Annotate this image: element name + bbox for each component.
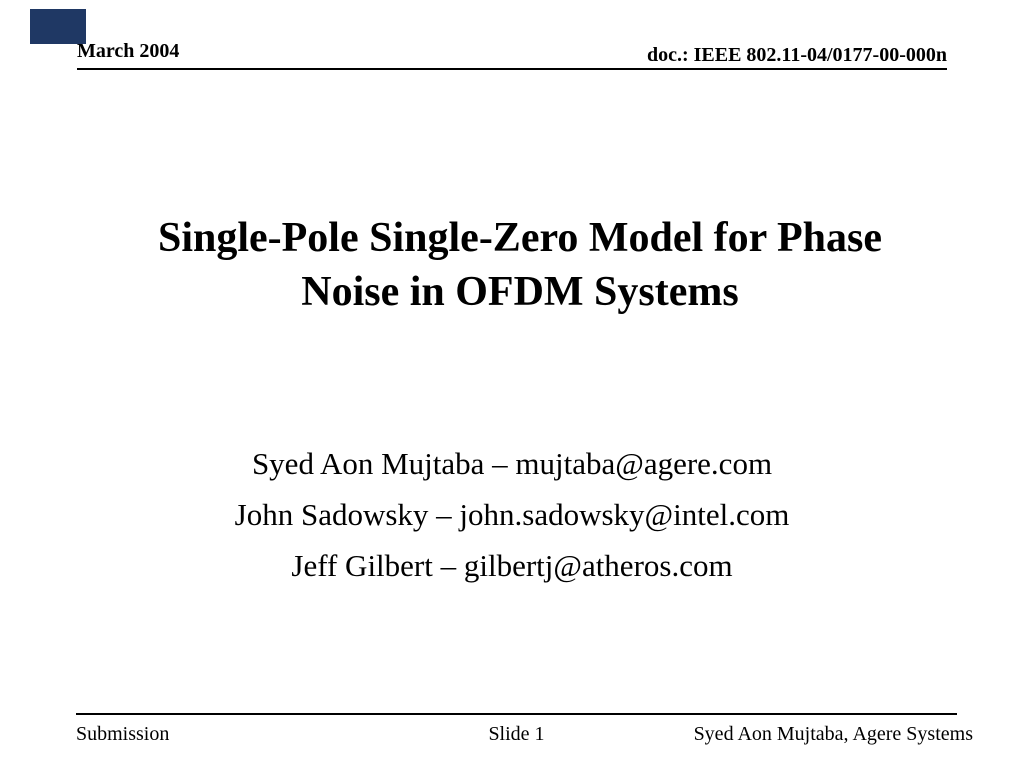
header-rule (77, 68, 947, 70)
header-doc-number: doc.: IEEE 802.11-04/0177-00-000n (646, 44, 947, 66)
author-line-3: Jeff Gilbert – gilbertj@atheros.com (291, 548, 733, 583)
footer-slide-number: Slide 1 (488, 723, 545, 745)
author-line-2: John Sadowsky – john.sadowsky@intel.com (234, 497, 790, 532)
slide-title-line-1: Single-Pole Single-Zero Model for Phase (157, 215, 883, 261)
footer-author-affiliation: Syed Aon Mujtaba, Agere Systems (693, 723, 973, 745)
slide-title (80, 211, 960, 319)
author-line-1: Syed Aon Mujtaba – mujtaba@agere.com (251, 446, 773, 481)
footer-submission-label: Submission (76, 723, 170, 745)
slide-title-line-2: Noise in OFDM Systems (301, 269, 739, 315)
footer-rule (76, 713, 957, 715)
template-corner-box (30, 9, 86, 44)
header-date: March 2004 (77, 40, 180, 62)
authors-block (0, 438, 1024, 591)
